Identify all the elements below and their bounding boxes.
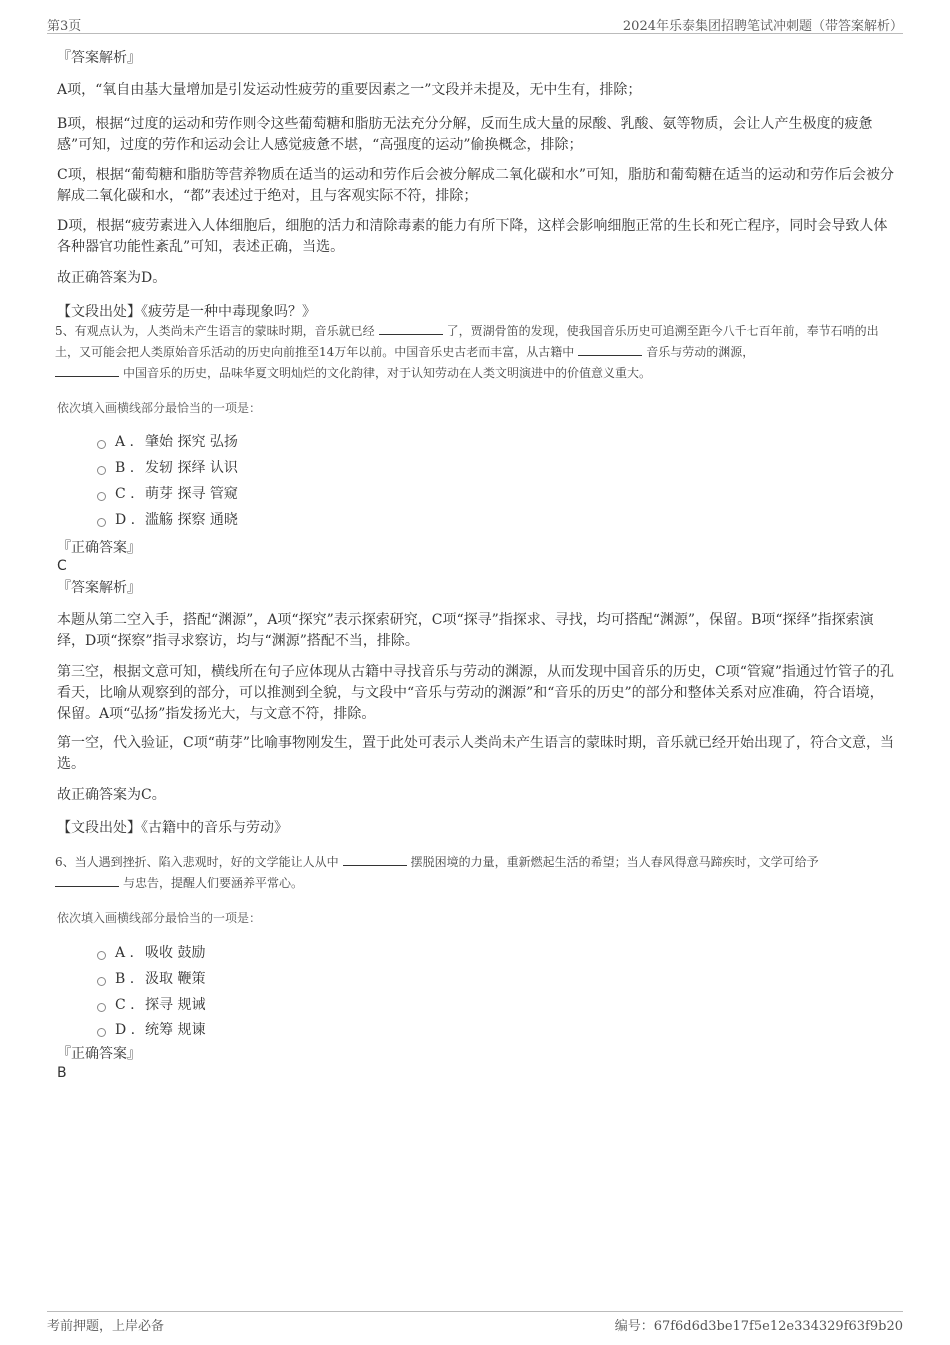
q5-prompt: 依次填入画横线部分最恰当的一项是： (57, 401, 262, 415)
q5-option-a[interactable]: A . 肇始 探究 弘扬 (97, 432, 238, 452)
document-title: 2024年乐泰集团招聘笔试冲刺题（带答案解析） (622, 19, 903, 34)
radio-button[interactable] (97, 492, 106, 501)
blank-1 (343, 854, 407, 866)
q4-source: 【文段出处】《疲劳是一种中毒现象吗？》 (57, 304, 316, 320)
blank-1 (379, 323, 443, 335)
blank-3 (55, 365, 119, 377)
q5-analysis-3: 第一空，代入验证，C项“萌芽”比喻事物刚发生，置于此处可表示人类尚未产生语言的蒙昧时期，音乐就已经开始出现了，符合文意，当选。 (57, 735, 895, 772)
q6-option-b[interactable]: B . 汲取 鞭策 (97, 969, 205, 989)
q4-conclusion: 故正确答案为D。 (57, 270, 167, 286)
radio-button[interactable] (97, 1003, 106, 1012)
q4-analysis-label: 『答案解析』 (57, 50, 141, 66)
blank-2 (578, 344, 642, 356)
q5-analysis-2: 第三空，根据文意可知，横线所在句子应体现从古籍中寻找音乐与劳动的渊源，从而发现中国音乐的历史，C项“管窥”指通过竹管子的孔看天，比喻从观察到的部分，可以推测到全貌，与文段中“音乐与劳动的渊源”和“音乐的历史”的部分和整体关系对应准确，符合语境，保留。A项“弘扬”指发扬光大，与文意不符，排除。 (57, 664, 895, 722)
q5-answer-label: 『正确答案』 (57, 540, 141, 556)
page-number: 第3页 (47, 19, 82, 34)
q5-answer: C (57, 558, 67, 574)
q6-answer-label: 『正确答案』 (57, 1046, 141, 1062)
document-code: 编号：67f6d6d3be17f5e12e334329f63f9b20 (614, 1319, 903, 1334)
q5-stem: 5、有观点认为，人类尚未产生语言的蒙昧时期，音乐就已经 了，贾湖骨笛的发现，使我国音乐历史可追溯至距今八千七百年前，奉节石哨的出土，又可能会把人类原始音乐活动的历史向前推至14万年以前。中国音乐史古老而丰富，从古籍中 音乐与劳动的渊源， 中国音乐的历史，品味华夏文明灿烂的文化韵律，对于认知劳动在人类文明演进中的价值意义重大。 (55, 324, 879, 380)
page-header (47, 13, 903, 34)
q5-analysis-1: 本题从第二空入手，搭配“渊源”，A项“探究”表示探索研究，C项“探寻”指探求、寻找，均可搭配“渊源”，保留。B项“探绎”指探索演绎，D项“探察”指寻求察访，均与“渊源”搭配不当，排除。 (57, 612, 874, 649)
q6-answer: B (57, 1065, 67, 1081)
radio-button[interactable] (97, 466, 106, 475)
radio-button[interactable] (97, 440, 106, 449)
q6-option-c[interactable]: C . 探寻 规诫 (97, 995, 205, 1015)
q5-conclusion: 故正确答案为C。 (57, 787, 166, 803)
q5-option-b[interactable]: B . 发轫 探绎 认识 (97, 458, 238, 478)
q4-analysis-b: B项，根据“过度的运动和劳作则令这些葡萄糖和脂肪无法充分分解，反而生成大量的尿酸、乳酸、氨等物质，会让人产生极度的疲惫感”可知，过度的劳作和运动会让人感觉疲惫不堪，“高强度的运动”偷换概念，排除； (57, 116, 873, 153)
q4-analysis-a: A项，“氧自由基大量增加是引发运动性疲劳的重要因素之一”文段并未提及，无中生有，排除； (57, 82, 642, 98)
radio-button[interactable] (97, 951, 106, 960)
q5-option-c[interactable]: C . 萌芽 探寻 管窥 (97, 484, 238, 504)
q4-analysis-d: D项，根据“疲劳素进入人体细胞后，细胞的活力和清除毒素的能力有所下降，这样会影响细胞正常的生长和死亡程序，同时会导致人体各种器官功能性紊乱”可知，表述正确，当选。 (57, 218, 888, 255)
page-footer (47, 1311, 903, 1334)
radio-button[interactable] (97, 1028, 106, 1037)
q6-prompt: 依次填入画横线部分最恰当的一项是： (57, 911, 262, 925)
q6-option-a[interactable]: A . 吸收 鼓励 (97, 943, 205, 963)
q6-option-d[interactable]: D . 统筹 规谏 (97, 1020, 205, 1040)
radio-button[interactable] (97, 518, 106, 527)
q5-analysis-label: 『答案解析』 (57, 580, 141, 596)
blank-2 (55, 875, 119, 887)
q5-source: 【文段出处】《古籍中的音乐与劳动》 (57, 820, 288, 836)
radio-button[interactable] (97, 977, 106, 986)
footer-slogan: 考前押题，上岸必备 (47, 1319, 165, 1334)
q4-analysis-c: C项，根据“葡萄糖和脂肪等营养物质在适当的运动和劳作后会被分解成二氧化碳和水”可知，脂肪和葡萄糖在适当的运动和劳作后会被分解成二氧化碳和水，“都”表述过于绝对，且与客观实际不符，排除； (57, 167, 895, 204)
q6-stem: 6、当人遇到挫折、陷入悲观时，好的文学能让人从中 摆脱困境的力量，重新燃起生活的希望；当人春风得意马蹄疾时，文学可给予 与忠告，提醒人们要涵养平常心。 (55, 855, 819, 890)
q5-option-d[interactable]: D . 滥觞 探察 通晓 (97, 510, 238, 530)
